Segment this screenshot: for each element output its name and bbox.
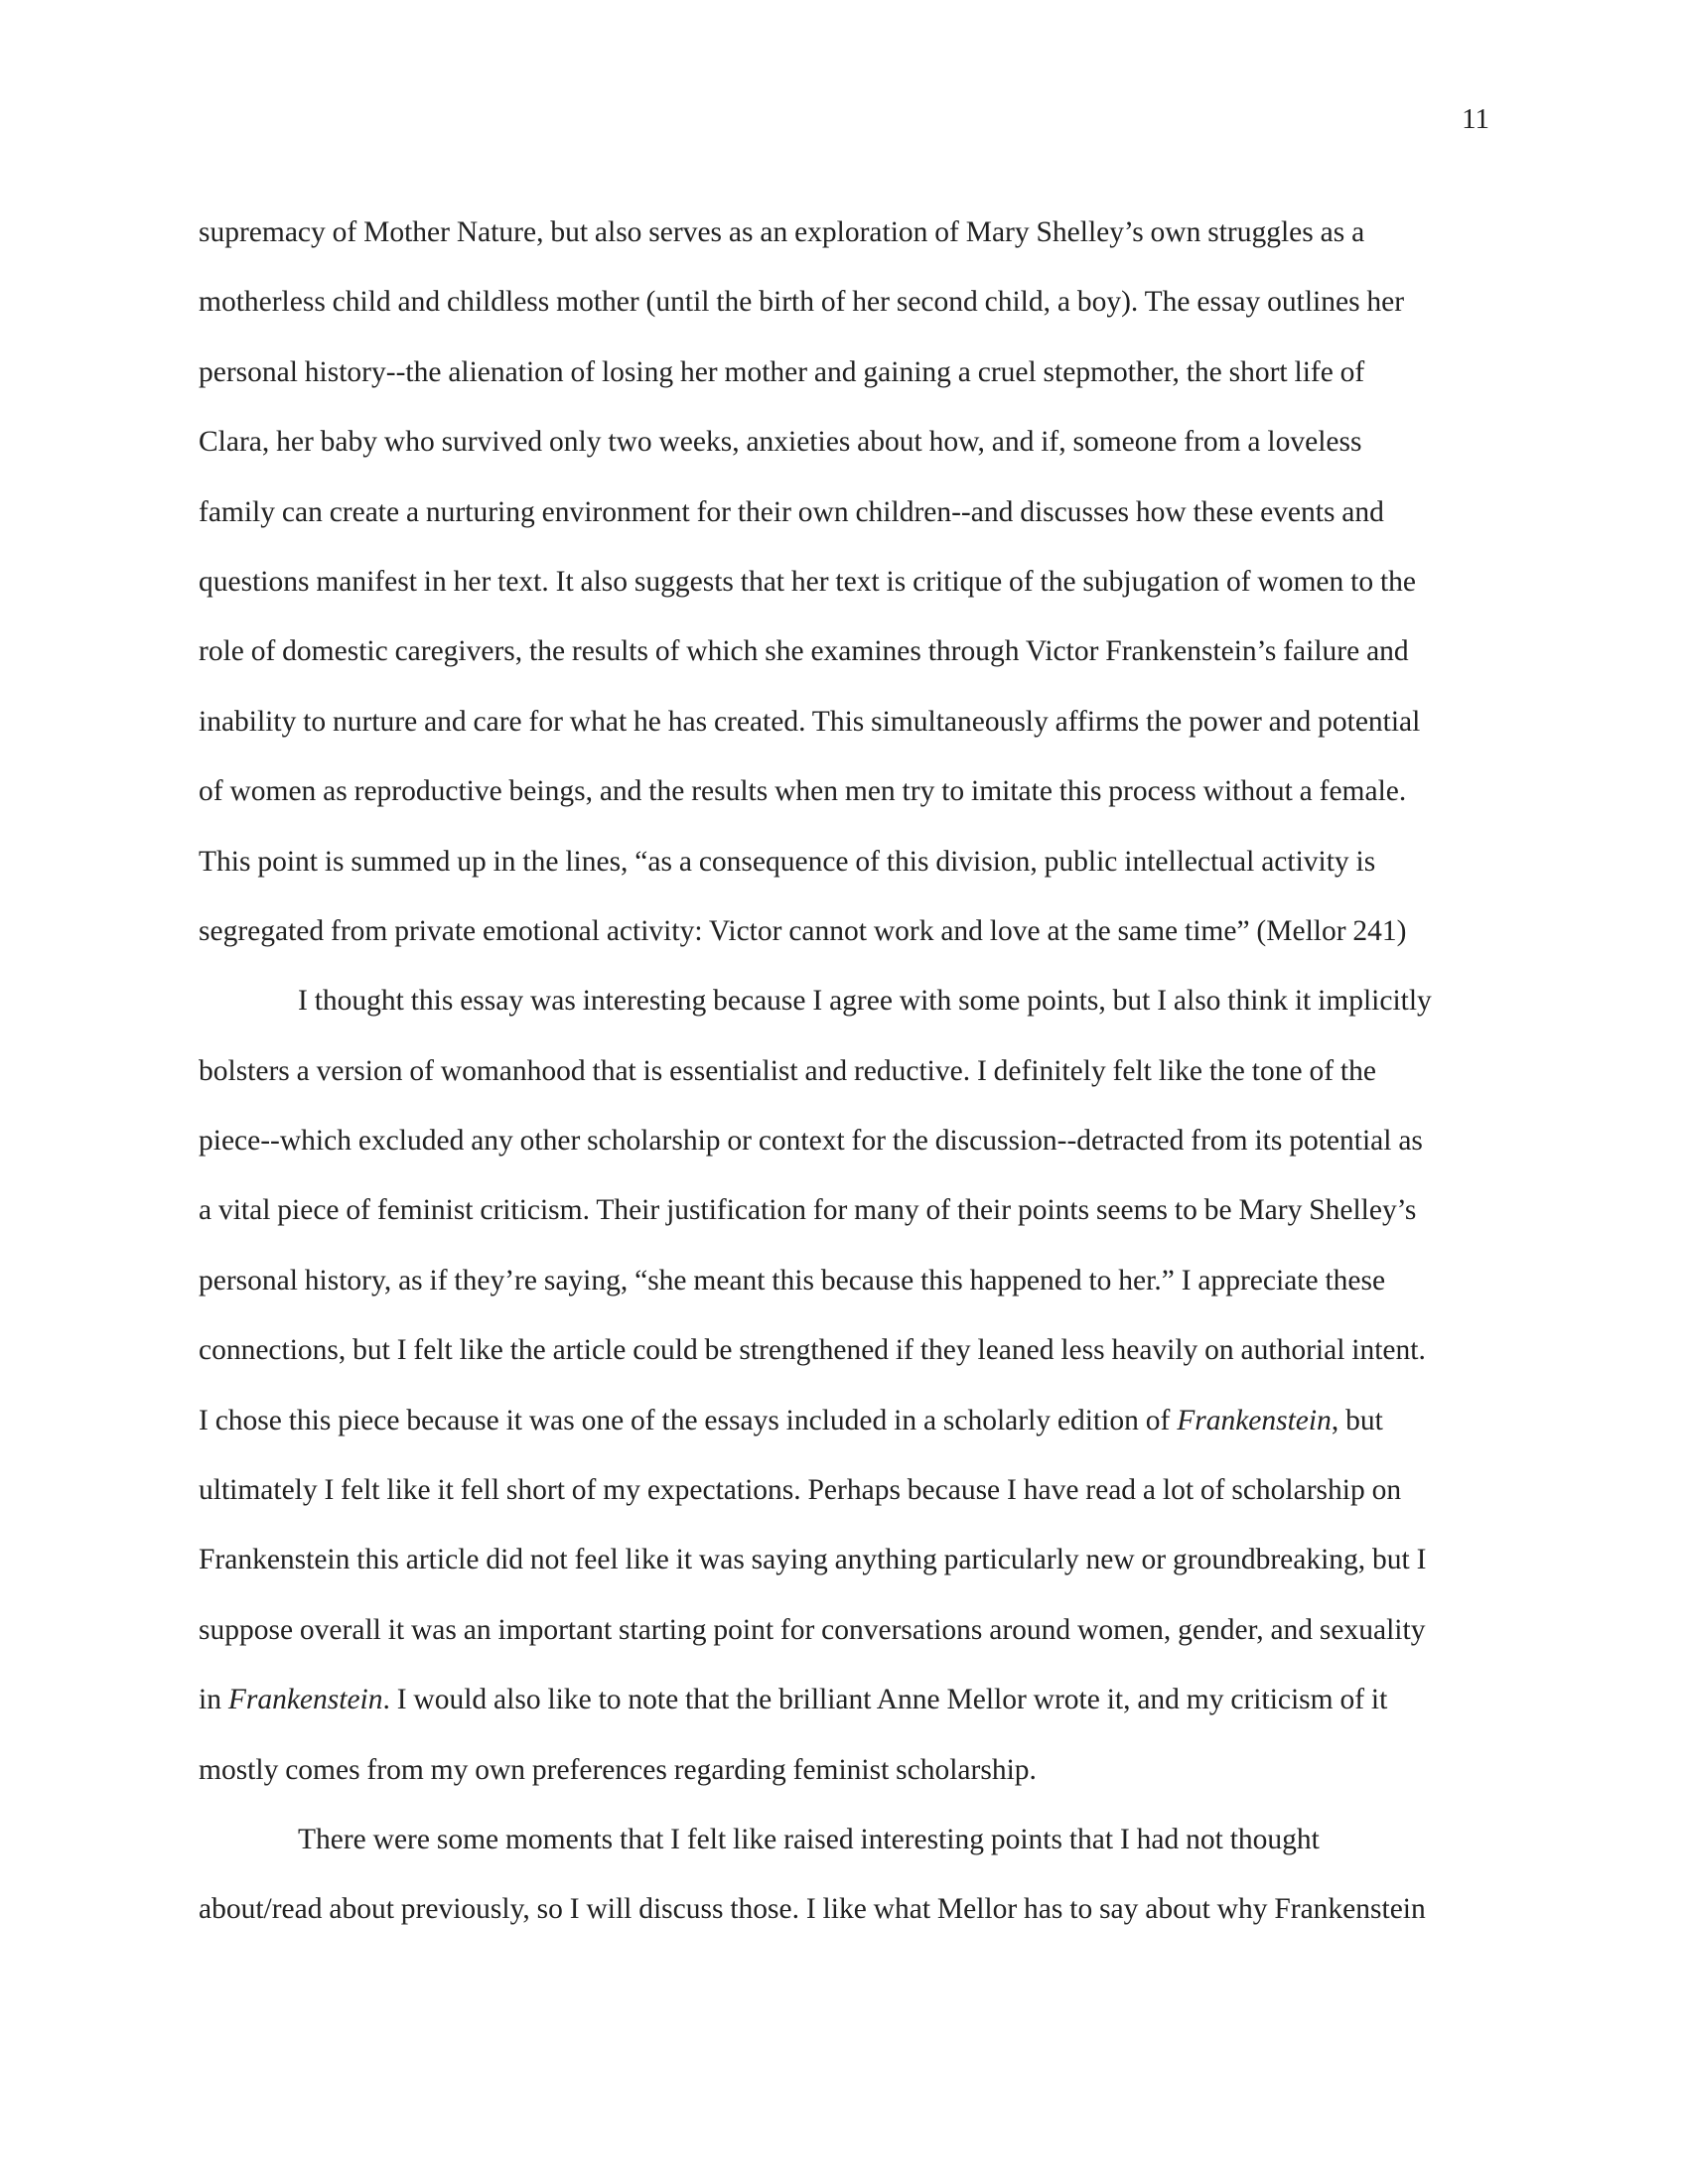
text-line — [199, 1386, 1489, 1455]
text-line: This point is summed up in the lines, “as a consequence of this division, public intellectual activity is — [199, 845, 1376, 878]
text-line: mostly comes from my own preferences regarding feminist scholarship. — [199, 1753, 1037, 1786]
text-line: suppose overall it was an important starting point for conversations around women, gender, and sexuality — [199, 1613, 1426, 1646]
text-line: family can create a nurturing environment for their own children--and discusses how these events and — [199, 495, 1384, 528]
text-line: motherless child and childless mother (until the birth of her second child, a boy). The essay outlines her — [199, 286, 1405, 319]
text-line: Clara, her baby who survived only two weeks, anxieties about how, and if, someone from a loveless — [199, 426, 1362, 459]
body-text — [199, 198, 1489, 1945]
text-line: personal history--the alienation of losing her mother and gaining a cruel stepmother, the short life of — [199, 355, 1365, 388]
text-line: piece--which excluded any other scholarship or context for the discussion--detracted from its potential as — [199, 1125, 1423, 1158]
page-number: 11 — [1462, 103, 1489, 135]
text-line: a vital piece of feminist criticism. Their justification for many of their points seems to be Mary Shelley’s — [199, 1194, 1417, 1227]
text-line: about/read about previously, so I will discuss those. I like what Mellor has to say about why Frankenstein — [199, 1893, 1426, 1926]
text-line: connections, but I felt like the article could be strengthened if they leaned less heavily on authorial intent. — [199, 1334, 1426, 1367]
paragraph-first-line: There were some moments that I felt like raised interesting points that I had not thought — [298, 1823, 1320, 1855]
text-line: personal history, as if they’re saying, “she meant this because this happened to her.” I appreciate these — [199, 1264, 1386, 1297]
text-line: role of domestic caregivers, the results of which she examines through Victor Frankenstein’s failure and — [199, 635, 1409, 668]
text-line: of women as reproductive beings, and the results when men try to imitate this process without a female. — [199, 775, 1407, 808]
book-title: Frankenstein — [227, 1684, 383, 1716]
text-line: bolsters a version of womanhood that is essentialist and reductive. I definitely felt like the tone of the — [199, 1054, 1376, 1087]
text-line: Frankenstein this article did not feel like it was saying anything particularly new or groundbreaking, but I — [199, 1544, 1427, 1576]
text-segment: in — [199, 1684, 228, 1716]
text-line — [199, 1665, 1489, 1734]
text-line: inability to nurture and care for what he has created. This simultaneously affirms the power and potential — [199, 705, 1421, 738]
book-title: Frankenstein — [1177, 1404, 1332, 1436]
text-segment: . I would also like to note that the brilliant Anne Mellor wrote it, and my criticism of it — [382, 1684, 1388, 1716]
text-line: supremacy of Mother Nature, but also serves as an exploration of Mary Shelley’s own struggles as a — [199, 216, 1365, 248]
text-segment: I chose this piece because it was one of the essays included in a scholarly edition of — [199, 1404, 1178, 1436]
paragraph-first-line: I thought this essay was interesting because I agree with some points, but I also think it implicitly — [298, 985, 1432, 1018]
text-line: segregated from private emotional activity: Victor cannot work and love at the same time” (Mellor 241) — [199, 914, 1407, 947]
text-line: ultimately I felt like it fell short of my expectations. Perhaps because I have read a lot of scholarship on — [199, 1474, 1402, 1507]
text-segment: , but — [1331, 1404, 1383, 1436]
text-line: questions manifest in her text. It also suggests that her text is critique of the subjugation of women to the — [199, 565, 1416, 598]
